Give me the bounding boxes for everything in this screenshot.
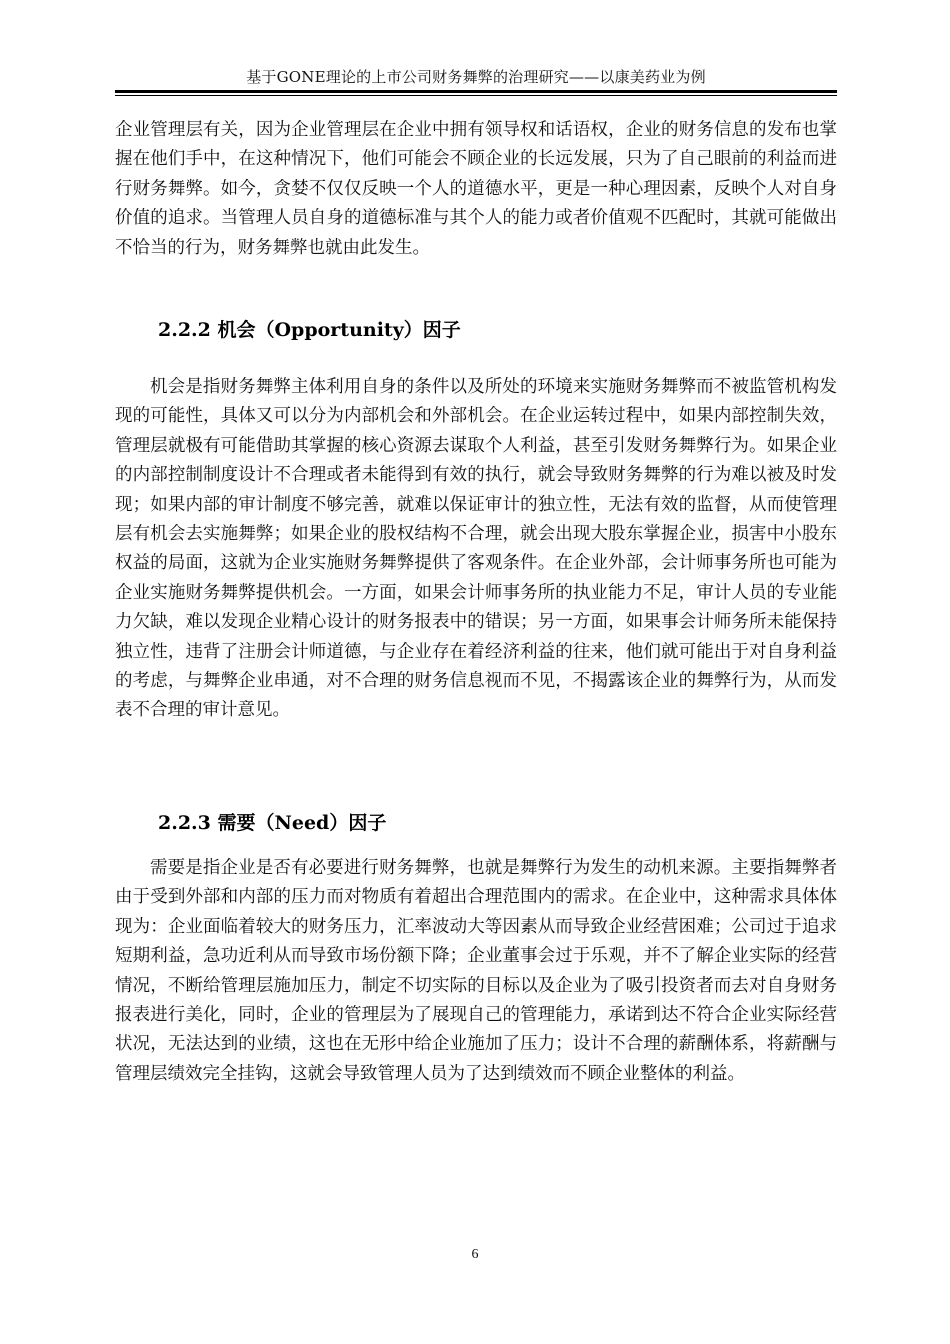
section-heading-2-2-2: 2.2.2 机会（Opportunity）因子 [158, 319, 461, 341]
paragraph-need: 需要是指企业是否有必要进行财务舞弊，也就是舞弊行为发生的动机来源。主要指舞弊者由于受到外部和内部的压力而对物质有着超出合理范围内的需求。在企业中，这种需求具体体现为：企业面临着较大的财务压力，汇率波动大等因素从而导致企业经营困难；公司过于追求短期利益，急功近利从而导致市场份额下降；企业董事会过于乐观，并不了解企业实际的经营情况，不断给管理层施加压力，制定不切实际的目标以及企业为了吸引投资者而去对自身财务报表进行美化，同时，企业的管理层为了展现自己的管理能力，承诺到达不符合企业实际经营状况，无法达到的业绩，这也在无形中给企业施加了压力；设计不合理的薪酬体系，将薪酬与管理层绩效完全挂钩，这就会导致管理人员为了达到绩效而不顾企业整体的利益。 [115, 858, 837, 1084]
header-rule-thin [115, 95, 837, 96]
page-number: 6 [471, 1247, 479, 1262]
paragraph-continued: 企业管理层有关，因为企业管理层在企业中拥有领导权和话语权，企业的财务信息的发布也掌握在他们手中，在这种情况下，他们可能会不顾企业的长远发展，只为了自己眼前的利益而进行财务舞弊。如今，贪婪不仅仅反映一个人的道德水平，更是一种心理因素，反映个人对自身价值的追求。当管理人员自身的道德标准与其个人的能力或者价值观不匹配时，其就可能做出不恰当的行为，财务舞弊也就由此发生。 [115, 120, 837, 258]
paragraph-opportunity: 机会是指财务舞弊主体利用自身的条件以及所处的环境来实施财务舞弊而不被监管机构发现的可能性，具体又可以分为内部机会和外部机会。在企业运转过程中，如果内部控制失效，管理层就极有可能借助其掌握的核心资源去谋取个人利益，甚至引发财务舞弊行为。如果企业的内部控制制度设计不合理或者未能得到有效的执行，就会导致财务舞弊的行为难以被及时发现；如果内部的审计制度不够完善，就难以保证审计的独立性，无法有效的监督，从而使管理层有机会去实施舞弊；如果企业的股权结构不合理，就会出现大股东掌握企业，损害中小股东权益的局面，这就为企业实施财务舞弊提供了客观条件。在企业外部，会计师事务所也可能为企业实施财务舞弊提供机会。一方面，如果会计师事务所的执业能力不足，审计人员的专业能力欠缺，难以发现企业精心设计的财务报表中的错误；另一方面，如果事会计师务所未能保持独立性，违背了注册会计师道德，与企业存在着经济利益的往来，他们就可能出于对自身利益的考虑，与舞弊企业串通，对不合理的财务信息视而不见，不揭露该企业的舞弊行为，从而发表不合理的审计意见。 [115, 377, 837, 721]
running-header: 基于GONE理论的上市公司财务舞弊的治理研究——以康美药业为例 [246, 68, 706, 86]
header-rule-thick [115, 90, 837, 93]
section-heading-2-2-3: 2.2.3 需要（Need）因子 [158, 812, 387, 834]
